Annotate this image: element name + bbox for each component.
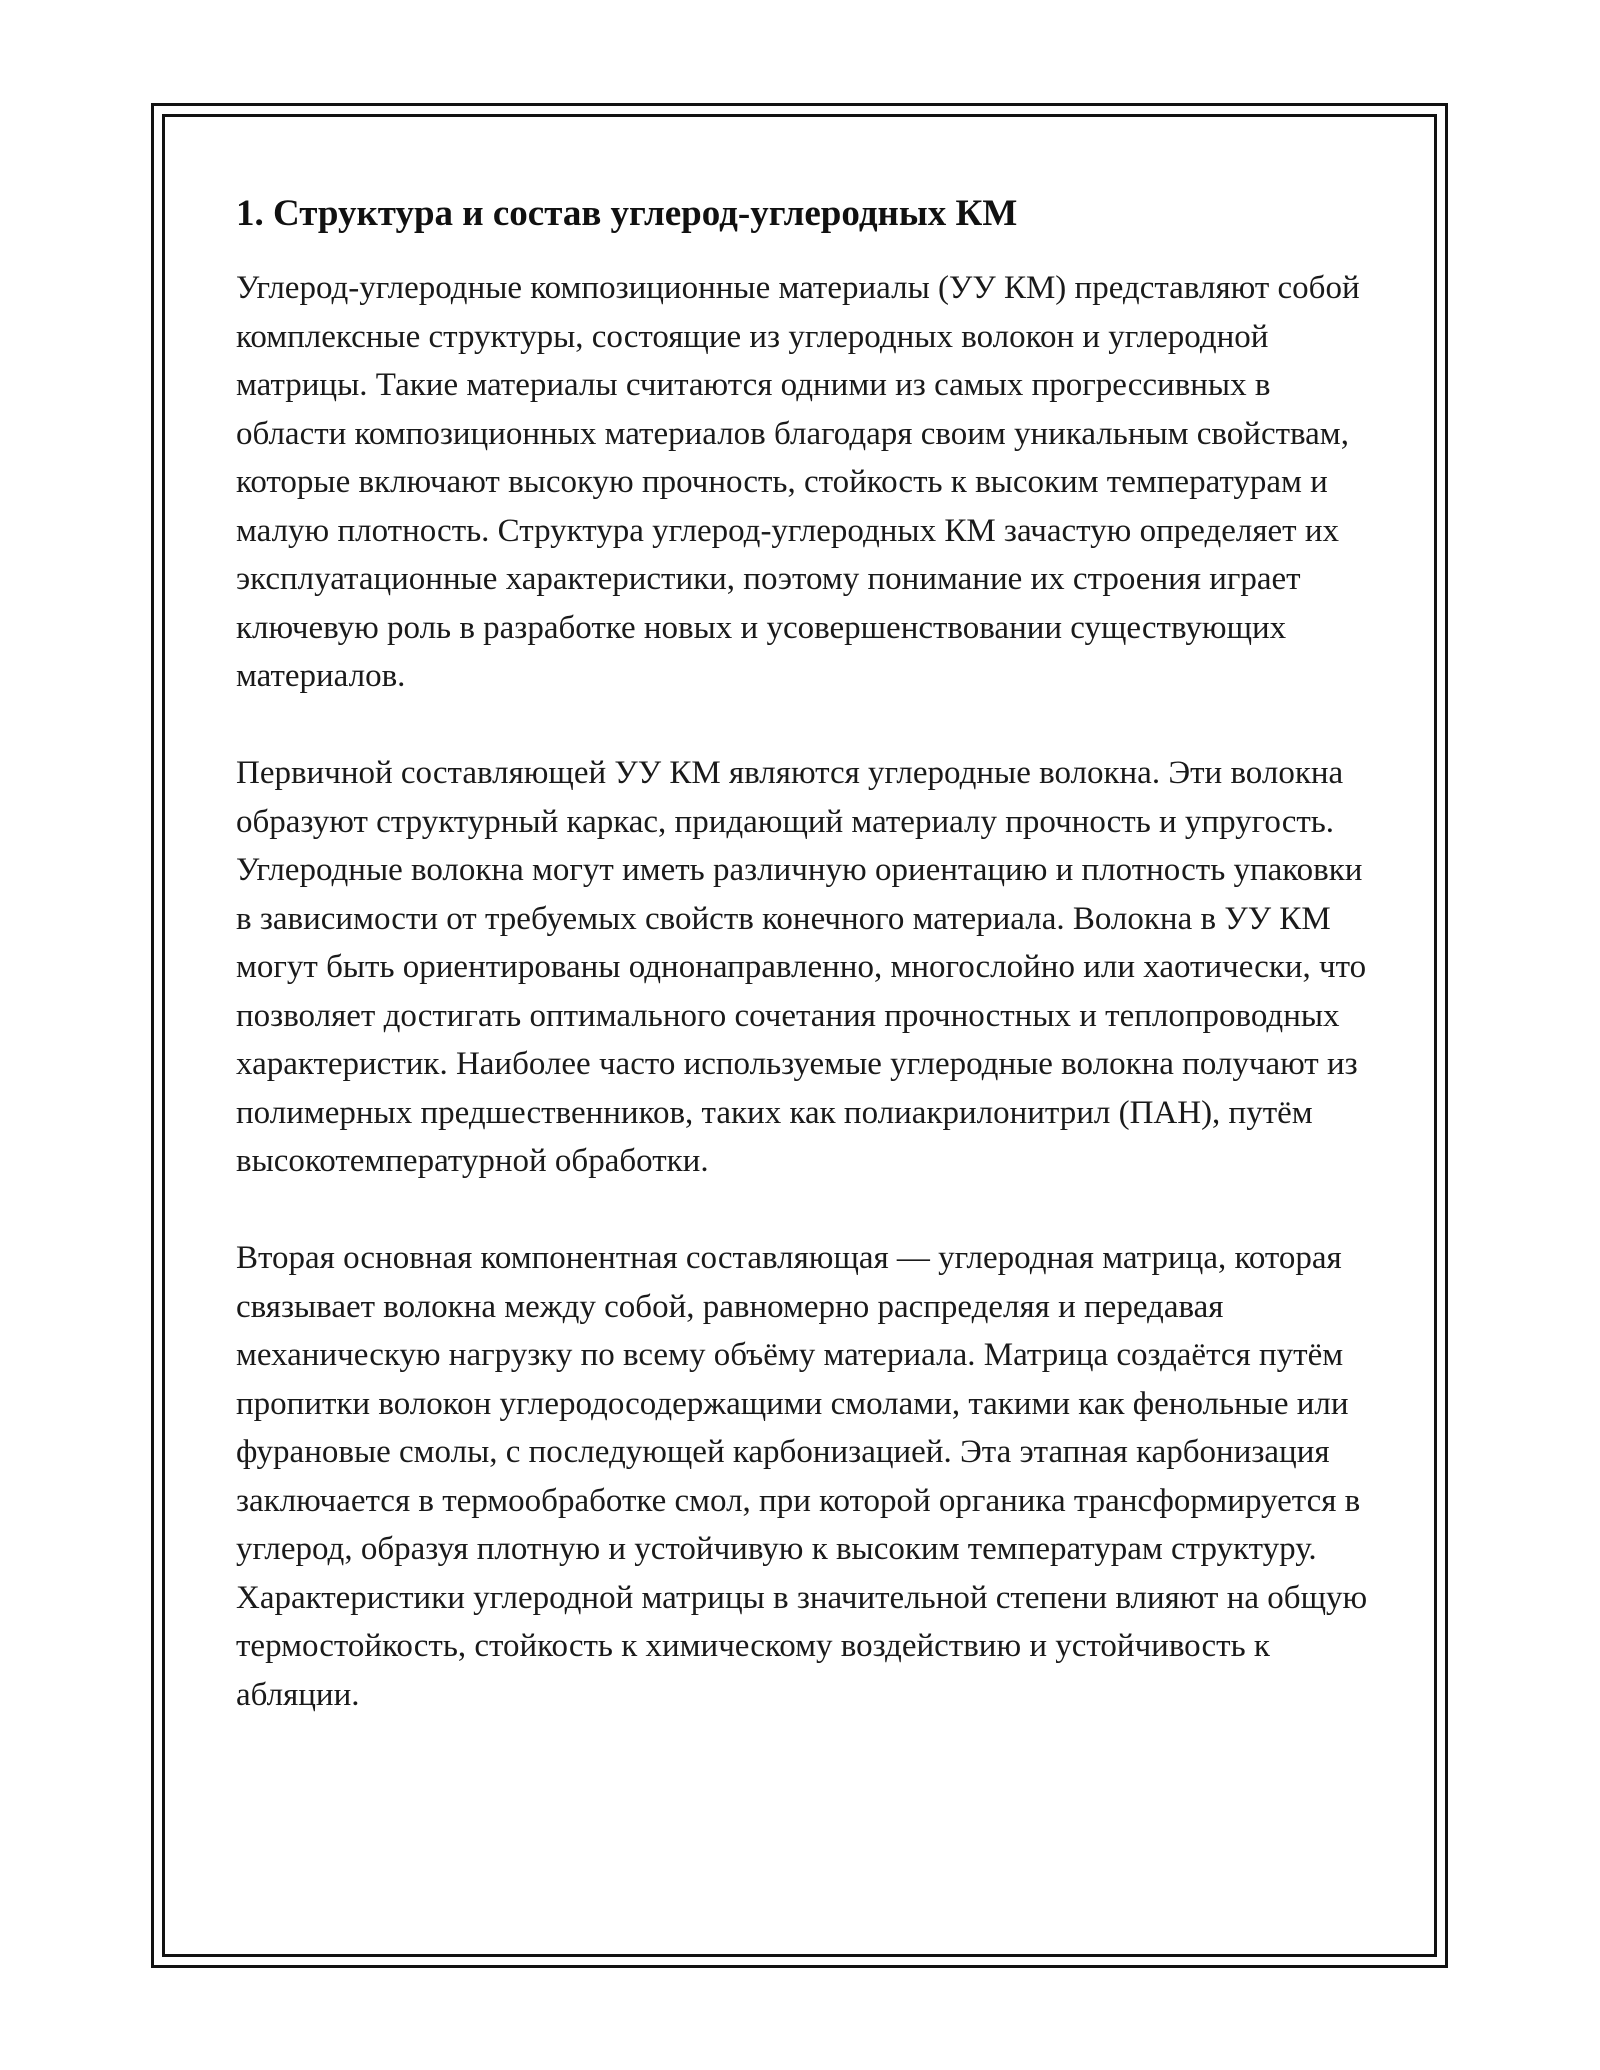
paragraph-2: Первичной составляющей УУ КМ являются углеродные волокна. Эти волокна образуют структурный каркас, придающий материалу прочность и упругость. Углеродные волокна могут иметь различную ориентацию и плотность упаковки в зависимости от требуемых свойств конечного материала. Волокна в УУ КМ могут быть ориентированы однонаправленно, многослойно или хаотически, что позволяет достигать оптимального сочетания прочностных и теплопроводных характеристик. Наиболее часто используемые углеродные волокна получают из полимерных предшественников, таких как полиакрилонитрил (ПАН), путём высокотемпературной обработки.	[236, 755, 1367, 1179]
paragraph-3: Вторая основная компонентная составляющая — углеродная матрица, которая связывает волокна между собой, равномерно распределяя и передавая механическую нагрузку по всему объёму материала. Матрица создаётся путём пропитки волокон углеродосодержащими смолами, такими как фенольные или фурановые смолы, с последующей карбонизацией. Эта этапная карбонизация заключается в термообработке смол, при которой органика трансформируется в углерод, образуя плотную и устойчивую к высоким температурам структуру. Характеристики углеродной матрицы в значительной степени влияют на общую термостойкость, стойкость к химическому воздействию и устойчивость к абляции.	[236, 1240, 1368, 1713]
document-body	[236, 188, 1381, 1768]
section-heading: 1. Структура и состав углерод-углеродных КМ	[236, 193, 1018, 234]
paragraph-1: Углерод-углеродные композиционные материалы (УУ КМ) представляют собой комплексные структуры, состоящие из углеродных волокон и углеродной матрицы. Такие материалы считаются одними из самых прогрессивных в области композиционных материалов благодаря своим уникальным свойствам, которые включают высокую прочность, стойкость к высоким температурам и малую плотность. Структура углерод-углеродных КМ зачастую определяет их эксплуатационные характеристики, поэтому понимание их строения играет ключевую роль в разработке новых и усовершенствовании существующих материалов.	[236, 270, 1360, 694]
